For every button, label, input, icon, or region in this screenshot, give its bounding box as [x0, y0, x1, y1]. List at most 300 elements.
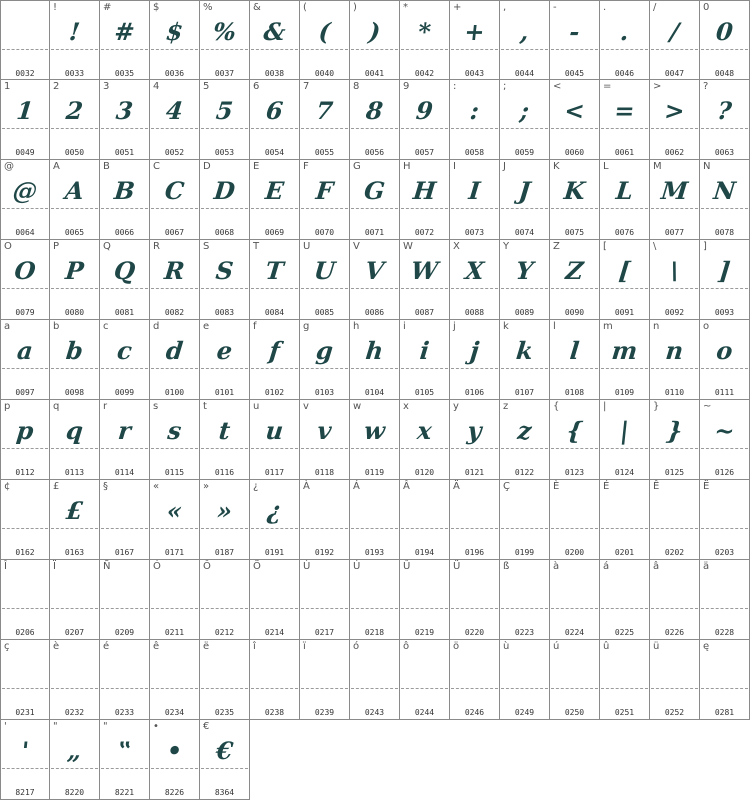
- glyph-code: 0244: [414, 708, 435, 717]
- glyph-sample: [550, 492, 600, 530]
- glyph-cell-char-label: é: [103, 641, 110, 652]
- glyph-code: 0118: [314, 468, 335, 477]
- glyph-sample: H: [411, 176, 438, 205]
- glyph-cell: [600, 320, 650, 400]
- glyph-code: 0086: [364, 308, 385, 317]
- glyph-cell-char-label: ù: [503, 641, 510, 652]
- glyph-cell-char-label: :: [453, 81, 457, 92]
- glyph-code: 0239: [314, 708, 335, 717]
- glyph-cell: [150, 240, 200, 320]
- glyph-cell: [0, 400, 50, 480]
- glyph-sample: [450, 492, 500, 530]
- glyph-cell: [300, 80, 350, 160]
- glyph-cell: [400, 160, 450, 240]
- glyph-sample: -: [568, 17, 582, 46]
- glyph-cell-char-label: Ç: [503, 481, 510, 492]
- glyph-cell: [250, 480, 300, 560]
- glyph-code: 0098: [64, 388, 85, 397]
- glyph-cell: [150, 560, 200, 640]
- glyph-code: 0049: [15, 148, 35, 157]
- glyph-sample: c: [115, 336, 134, 365]
- glyph-code: 0059: [514, 148, 535, 157]
- glyph-code: 0110: [664, 388, 685, 397]
- glyph-cell: [250, 400, 300, 480]
- glyph-cell: [350, 400, 400, 480]
- glyph-code: 0116: [214, 468, 235, 477]
- glyph-code: 0067: [164, 228, 185, 237]
- glyph-code: 0194: [414, 548, 435, 557]
- glyph-cell: [650, 80, 700, 160]
- glyph-cell-char-label: Â: [403, 481, 410, 492]
- glyph-cell: [450, 640, 500, 720]
- glyph-sample: 2: [64, 96, 85, 125]
- glyph-sample: =: [612, 96, 637, 125]
- glyph-cell-char-label: û: [603, 641, 610, 652]
- glyph-code: 0052: [164, 148, 185, 157]
- glyph-cell-char-label: -: [553, 2, 557, 13]
- glyph-sample: K: [562, 176, 587, 205]
- glyph-cell: [700, 240, 750, 320]
- glyph-cell-char-label: è: [53, 641, 60, 652]
- glyph-sample: A: [63, 176, 86, 205]
- glyph-cell-char-label: Ë: [703, 481, 710, 492]
- glyph-cell-char-label: S: [203, 241, 210, 252]
- glyph-cell-char-label: 1: [4, 81, 11, 92]
- glyph-sample: [350, 572, 400, 610]
- glyph-code: 0090: [564, 308, 585, 317]
- glyph-code: 0072: [414, 228, 435, 237]
- glyph-cell: [550, 560, 600, 640]
- glyph-cell: [150, 160, 200, 240]
- glyph-cell: [300, 480, 350, 560]
- glyph-cell-char-label: B: [103, 161, 110, 172]
- glyph-cell-char-label: ç: [4, 641, 10, 652]
- glyph-sample: 9: [414, 96, 435, 125]
- glyph-cell: [250, 0, 300, 80]
- glyph-sample: [700, 492, 750, 530]
- glyph-sample: [250, 652, 300, 690]
- glyph-sample: u: [264, 416, 285, 445]
- glyph-code: 0125: [664, 468, 685, 477]
- glyph-sample: [400, 492, 450, 530]
- glyph-cell: [300, 0, 350, 80]
- glyph-sample: [400, 652, 450, 690]
- glyph-cell: [400, 80, 450, 160]
- glyph-code: 0089: [514, 308, 535, 317]
- glyph-sample: C: [163, 176, 186, 205]
- glyph-cell-char-label: H: [403, 161, 411, 172]
- glyph-cell: [500, 160, 550, 240]
- glyph-cell-char-label: M: [653, 161, 662, 172]
- glyph-sample: [600, 572, 650, 610]
- glyph-sample: [500, 572, 550, 610]
- glyph-cell: [50, 720, 100, 800]
- glyph-code: 0211: [164, 628, 185, 637]
- glyph-code: 0281: [714, 708, 735, 717]
- glyph-code: 0162: [15, 548, 35, 557]
- glyph-code: 0070: [314, 228, 335, 237]
- glyph-sample: F: [314, 176, 335, 205]
- glyph-code: 0075: [564, 228, 585, 237]
- glyph-code: 0246: [464, 708, 485, 717]
- glyph-sample: [300, 492, 350, 530]
- glyph-sample: k: [514, 336, 535, 365]
- glyph-sample: [300, 572, 350, 610]
- glyph-code: 0041: [364, 69, 385, 78]
- glyph-sample: [250, 572, 300, 610]
- glyph-sample: [700, 652, 750, 690]
- glyph-cell-char-label: «: [153, 481, 160, 492]
- glyph-code: 0063: [714, 148, 735, 157]
- glyph-sample: Q: [112, 256, 137, 285]
- glyph-code: 0235: [214, 708, 235, 717]
- glyph-cell-char-label: Ñ: [103, 561, 111, 572]
- glyph-sample: [550, 652, 600, 690]
- glyph-cell-char-label: &: [253, 2, 261, 13]
- glyph-cell-char-label: ;: [503, 81, 507, 92]
- glyph-cell: [200, 560, 250, 640]
- glyph-sample: [650, 572, 700, 610]
- glyph-cell-char-label: ~: [703, 401, 712, 412]
- glyph-cell-char-label: c: [103, 321, 109, 332]
- glyph-sample: #: [112, 17, 137, 46]
- glyph-code: 0044: [514, 69, 535, 78]
- glyph-cell: [400, 240, 450, 320]
- glyph-code: 0048: [714, 69, 735, 78]
- glyph-code: 0055: [314, 148, 335, 157]
- glyph-code: 0092: [664, 308, 685, 317]
- glyph-sample: f: [267, 336, 282, 365]
- glyph-cell: [350, 480, 400, 560]
- glyph-cell-char-label: o: [703, 321, 710, 332]
- glyph-code: 0046: [614, 69, 635, 78]
- glyph-cell: [350, 560, 400, 640]
- glyph-cell-char-label: K: [553, 161, 560, 172]
- glyph-cell-char-label: ê: [153, 641, 160, 652]
- glyph-code: 0114: [114, 468, 135, 477]
- glyph-cell: [200, 480, 250, 560]
- glyph-code: 0201: [614, 548, 635, 557]
- glyph-code: 0223: [514, 628, 535, 637]
- glyph-cell: [300, 400, 350, 480]
- glyph-code: 0047: [664, 69, 685, 78]
- glyph-code: 0117: [264, 468, 285, 477]
- glyph-cell-char-label: %: [203, 2, 213, 13]
- glyph-cell-char-label: Î: [4, 561, 7, 572]
- glyph-sample: €: [214, 736, 235, 765]
- glyph-cell-char-label: m: [603, 321, 613, 332]
- glyph-cell: [450, 80, 500, 160]
- glyph-cell-char-label: !: [53, 2, 58, 13]
- glyph-code: 0038: [264, 69, 285, 78]
- glyph-sample: g: [314, 336, 335, 365]
- glyph-cell: [100, 240, 150, 320]
- glyph-sample: [500, 652, 550, 690]
- glyph-cell: [500, 0, 550, 80]
- glyph-code: 0115: [164, 468, 185, 477]
- glyph-cell-char-label: 8: [353, 81, 360, 92]
- glyph-code: 0119: [364, 468, 385, 477]
- glyph-code: 0081: [114, 308, 135, 317]
- glyph-cell: [650, 160, 700, 240]
- glyph-sample: S: [214, 256, 235, 285]
- glyph-cell-char-label: }: [653, 401, 660, 412]
- glyph-cell: [350, 240, 400, 320]
- glyph-cell-char-label: C: [153, 161, 160, 172]
- glyph-code: 0056: [364, 148, 385, 157]
- glyph-sample: 5: [214, 96, 235, 125]
- glyph-code: 0187: [214, 548, 235, 557]
- glyph-cell: [600, 560, 650, 640]
- glyph-cell: [100, 320, 150, 400]
- glyph-cell: [200, 0, 250, 80]
- glyph-cell-char-label: R: [153, 241, 160, 252]
- glyph-cell: [450, 240, 500, 320]
- glyph-code: 0196: [464, 548, 485, 557]
- glyph-cell: [650, 640, 700, 720]
- glyph-cell-char-label: X: [453, 241, 460, 252]
- glyph-code: 0209: [114, 628, 135, 637]
- glyph-sample: +: [462, 17, 487, 46]
- glyph-sample: l: [568, 336, 581, 365]
- glyph-cell-char-label: ?: [703, 81, 709, 92]
- glyph-code: 0066: [114, 228, 135, 237]
- glyph-code: 0113: [64, 468, 85, 477]
- glyph-sample: {: [565, 416, 584, 445]
- glyph-cell: [50, 640, 100, 720]
- glyph-code: 0238: [264, 708, 285, 717]
- glyph-sample: „: [66, 736, 83, 765]
- glyph-cell-char-label: á: [603, 561, 610, 572]
- glyph-sample: G: [362, 176, 387, 205]
- glyph-cell: [500, 80, 550, 160]
- glyph-sample: [450, 652, 500, 690]
- glyph-sample: ): [367, 17, 382, 46]
- glyph-cell-char-label: Ö: [253, 561, 261, 572]
- glyph-code: 0073: [464, 228, 485, 237]
- glyph-cell: [200, 80, 250, 160]
- glyph-code: 0193: [364, 548, 385, 557]
- glyph-cell: [350, 320, 400, 400]
- glyph-code: 0191: [264, 548, 285, 557]
- glyph-cell: [350, 80, 400, 160]
- glyph-sample: :: [468, 96, 481, 125]
- glyph-cell-char-label: 7: [303, 81, 310, 92]
- glyph-code: 0214: [264, 628, 285, 637]
- glyph-cell: [550, 80, 600, 160]
- glyph-sample: i: [418, 336, 431, 365]
- glyph-cell: [500, 560, 550, 640]
- glyph-cell: [700, 480, 750, 560]
- glyph-sample: *: [416, 17, 433, 46]
- glyph-code: 0080: [64, 308, 85, 317]
- glyph-code: 0103: [314, 388, 335, 397]
- glyph-cell-char-label: +: [453, 2, 462, 13]
- glyph-cell: [450, 0, 500, 80]
- glyph-sample: [350, 652, 400, 690]
- glyph-code: 0043: [464, 69, 485, 78]
- glyph-cell: [250, 560, 300, 640]
- glyph-cell: [250, 240, 300, 320]
- glyph-cell-char-label: Y: [503, 241, 510, 252]
- glyph-cell-char-label: u: [253, 401, 260, 412]
- glyph-cell-char-label: À: [303, 481, 310, 492]
- glyph-sample: s: [166, 416, 183, 445]
- glyph-cell: [650, 480, 700, 560]
- glyph-cell-char-label: F: [303, 161, 309, 172]
- glyph-cell: [250, 320, 300, 400]
- glyph-sample: »: [215, 496, 234, 525]
- glyph-cell: [500, 480, 550, 560]
- glyph-cell: [150, 640, 200, 720]
- glyph-cell-char-label: V: [353, 241, 360, 252]
- glyph-code: 0234: [164, 708, 185, 717]
- glyph-code: 0069: [264, 228, 285, 237]
- glyph-cell: [450, 320, 500, 400]
- glyph-cell: [550, 640, 600, 720]
- glyph-sample: V: [363, 256, 386, 285]
- glyph-sample: [600, 652, 650, 690]
- glyph-cell: [400, 560, 450, 640]
- glyph-cell-char-label: ë: [203, 641, 210, 652]
- glyph-cell-char-label: 5: [203, 81, 210, 92]
- glyph-cell-char-label: î: [253, 641, 256, 652]
- glyph-sample: b: [64, 336, 85, 365]
- glyph-cell: [100, 160, 150, 240]
- glyph-cell: [450, 160, 500, 240]
- glyph-cell: [200, 320, 250, 400]
- glyph-code: 0231: [15, 708, 35, 717]
- glyph-cell: [550, 240, 600, 320]
- glyph-code: 0097: [15, 388, 35, 397]
- glyph-sample: <: [562, 96, 587, 125]
- glyph-code: 0250: [564, 708, 585, 717]
- glyph-cell: [400, 320, 450, 400]
- glyph-cell-char-label: Ï: [53, 561, 56, 572]
- glyph-sample: O: [13, 256, 38, 285]
- glyph-sample: d: [164, 336, 185, 365]
- glyph-cell: [700, 80, 750, 160]
- glyph-cell-char-label: a: [4, 321, 11, 332]
- glyph-cell-char-label: ú: [553, 641, 560, 652]
- glyph-cell: [100, 560, 150, 640]
- glyph-sample: [200, 652, 250, 690]
- glyph-cell-char-label: ö: [453, 641, 460, 652]
- glyph-cell-char-label: 0: [703, 2, 710, 13]
- glyph-code: 0220: [464, 628, 485, 637]
- glyph-cell-char-label: L: [603, 161, 609, 172]
- glyph-cell: [50, 160, 100, 240]
- glyph-code: 8364: [214, 788, 235, 797]
- glyph-cell-char-label: @: [4, 161, 14, 172]
- glyph-code: 0104: [364, 388, 385, 397]
- glyph-cell-char-label: k: [503, 321, 509, 332]
- glyph-cell-char-label: 2: [53, 81, 60, 92]
- glyph-sample: j: [468, 336, 481, 365]
- glyph-cell: [100, 80, 150, 160]
- glyph-sample: [0, 572, 50, 610]
- glyph-cell-char-label: Ú: [353, 561, 361, 572]
- glyph-code: 8221: [114, 788, 135, 797]
- glyph-cell: [250, 80, 300, 160]
- glyph-sample: $: [164, 17, 185, 46]
- glyph-cell: [450, 400, 500, 480]
- glyph-code: 0051: [114, 148, 135, 157]
- glyph-cell-char-label: T: [253, 241, 260, 252]
- glyph-sample: (: [317, 17, 332, 46]
- glyph-code: 8220: [64, 788, 85, 797]
- glyph-cell-char-label: Ô: [203, 561, 211, 572]
- glyph-code: 0033: [64, 69, 85, 78]
- glyph-code: 0045: [564, 69, 585, 78]
- glyph-code: 0035: [114, 69, 135, 78]
- glyph-code: 0202: [664, 548, 685, 557]
- glyph-cell-char-label: I: [453, 161, 456, 172]
- glyph-cell: [0, 240, 50, 320]
- glyph-cell-char-label: ä: [703, 561, 710, 572]
- glyph-cell-char-label: €: [203, 721, 210, 732]
- glyph-cell: [700, 400, 750, 480]
- glyph-sample: x: [415, 416, 434, 445]
- glyph-cell-char-label: ': [4, 721, 7, 732]
- glyph-code: 8217: [15, 788, 35, 797]
- glyph-code: 0071: [364, 228, 385, 237]
- glyph-cell: [200, 720, 250, 800]
- glyph-sample: R: [163, 256, 187, 285]
- glyph-cell: [550, 480, 600, 560]
- glyph-code: 0036: [164, 69, 185, 78]
- glyph-code: 0251: [614, 708, 635, 717]
- glyph-code: 0122: [514, 468, 535, 477]
- glyph-cell-char-label: à: [553, 561, 560, 572]
- glyph-sample: [0, 492, 50, 530]
- glyph-cell: [700, 560, 750, 640]
- glyph-cell-char-label: s: [153, 401, 159, 412]
- glyph-cell-char-label: J: [503, 161, 506, 172]
- glyph-sample: e: [215, 336, 234, 365]
- glyph-code: 0083: [214, 308, 235, 317]
- glyph-code: 0077: [664, 228, 685, 237]
- glyph-cell-char-label: ]: [703, 241, 707, 252]
- glyph-sample: @: [11, 176, 39, 205]
- glyph-sample: Z: [564, 256, 585, 285]
- glyph-code: 0224: [564, 628, 585, 637]
- glyph-sample: £: [64, 496, 85, 525]
- glyph-sample: m: [610, 336, 639, 365]
- glyph-sample: p: [15, 416, 35, 445]
- glyph-cell-char-label: v: [303, 401, 309, 412]
- glyph-cell-char-label: l: [553, 321, 556, 332]
- glyph-sample: I: [467, 176, 482, 205]
- glyph-cell-char-label: e: [203, 321, 210, 332]
- glyph-code: 0101: [214, 388, 235, 397]
- glyph-cell: [400, 480, 450, 560]
- glyph-cell: [650, 240, 700, 320]
- glyph-cell-char-label: 3: [103, 81, 110, 92]
- glyph-sample: &: [262, 17, 287, 46]
- glyph-cell: [600, 160, 650, 240]
- glyph-code: 0243: [364, 708, 385, 717]
- glyph-cell-char-label: Ó: [153, 561, 161, 572]
- glyph-cell: [100, 640, 150, 720]
- glyph-cell: [100, 720, 150, 800]
- glyph-sample: |: [618, 416, 631, 445]
- glyph-cell: [50, 560, 100, 640]
- glyph-sample: [150, 572, 200, 610]
- glyph-cell-char-label: P: [53, 241, 60, 252]
- glyph-code: 0064: [15, 228, 35, 237]
- glyph-code: 0037: [214, 69, 235, 78]
